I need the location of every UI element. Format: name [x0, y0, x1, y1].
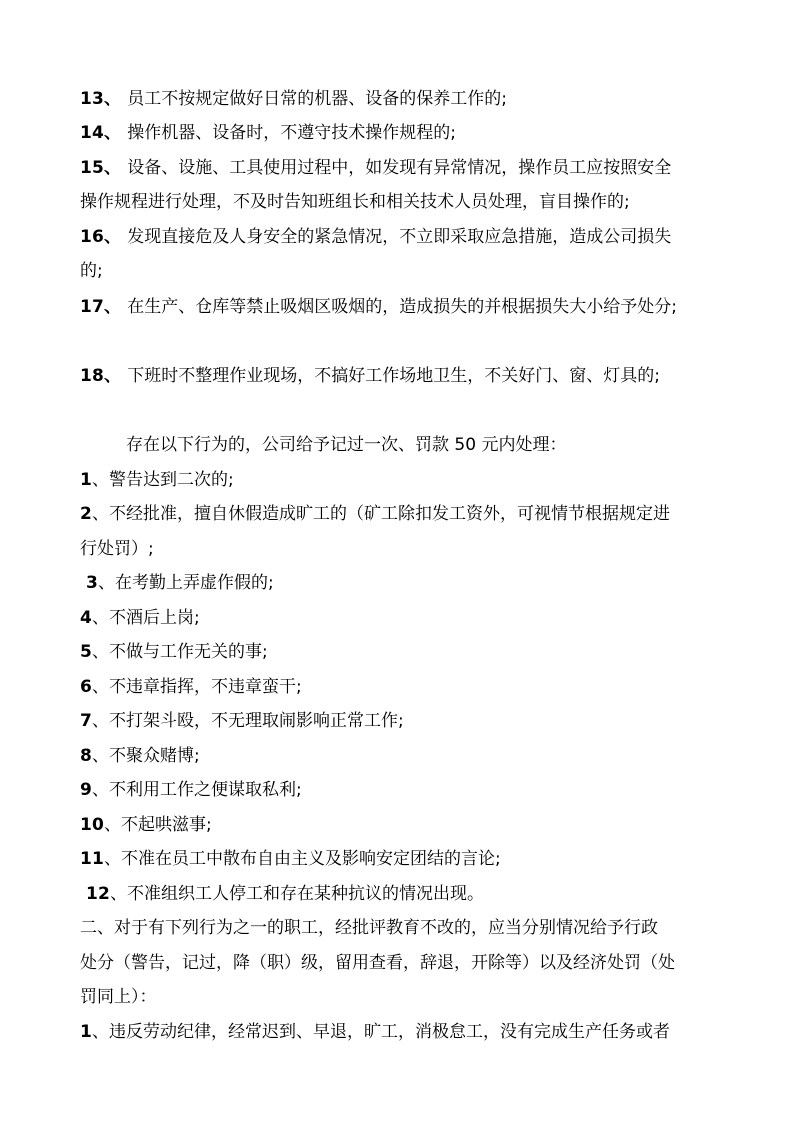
item-text: 、不聚众赌博;: [92, 746, 200, 766]
demerit-item-1: [80, 469, 720, 491]
intro-text: 存在以下行为的，公司给予记过一次、罚款 50 元内处理：: [126, 435, 567, 455]
rule-item-16: [80, 226, 720, 248]
item-text: 、不准在员工中散布自由主义及影响安定团结的言论;: [104, 849, 501, 869]
item-text: 、在考勤上弄虚作假的;: [98, 573, 274, 593]
item-text: 操作机器、设备时，不遵守技术操作规程的;: [127, 123, 456, 143]
item-number: 17、: [80, 297, 122, 317]
demerit-item-2-continued: [80, 538, 720, 560]
item-number: 7: [80, 711, 93, 731]
item-text: 、不酒后上岗;: [92, 608, 200, 628]
item-number: 4: [80, 608, 93, 628]
section-text: 罚同上）：: [80, 987, 157, 1007]
section-two-heading-continued: [80, 986, 720, 1008]
rule-item-18: [80, 365, 720, 387]
item-number: 13、: [80, 89, 122, 109]
rule-item-17: [80, 296, 720, 318]
item-text: 、不做与工作无关的事;: [92, 642, 268, 662]
rule-item-15: [80, 157, 720, 179]
item-number: 6: [80, 677, 93, 697]
section-two-item-1: [80, 1021, 720, 1043]
demerit-item-8: [80, 745, 720, 767]
item-text: 、不经批准，擅自休假造成旷工的（矿工除扣发工资外，可视情节根据规定进: [92, 504, 671, 524]
item-number: 10: [80, 815, 105, 835]
item-number: 9: [80, 780, 93, 800]
section-intro-demerit: [126, 434, 766, 456]
section-two-heading-continued: [80, 952, 720, 974]
item-text: 、违反劳动纪律，经常迟到、早退，旷工，消极怠工，没有完成生产任务或者: [92, 1022, 671, 1042]
item-number: 3: [86, 573, 99, 593]
item-number: 15、: [80, 158, 122, 178]
item-number: 1: [80, 1022, 93, 1042]
item-number: 2: [80, 504, 93, 524]
item-text: 、不打架斗殴，不无理取闹影响正常工作;: [92, 711, 404, 731]
rule-item-14: [80, 122, 720, 144]
rule-item-16-continued: [80, 260, 720, 282]
demerit-item-12: [86, 883, 726, 905]
demerit-item-2: [80, 503, 720, 525]
item-number: 8: [80, 746, 93, 766]
demerit-item-10: [80, 814, 720, 836]
item-text: 操作规程进行处理，不及时告知班组长和相关技术人员处理，盲目操作的;: [80, 192, 630, 212]
item-number: 16、: [80, 227, 122, 247]
item-text: 、警告达到二次的;: [92, 470, 234, 490]
item-text: 在生产、仓库等禁止吸烟区吸烟的，造成损失的并根据损失大小给予处分;: [127, 297, 677, 317]
item-text: 、不违章指挥，不违章蛮干;: [92, 677, 302, 697]
item-text: 的;: [80, 261, 103, 281]
item-text: 员工不按规定做好日常的机器、设备的保养工作的;: [127, 89, 507, 109]
demerit-item-6: [80, 676, 720, 698]
section-text: 处分（警告，记过，降（职）级，留用查看，辞退，开除等）以及经济处罚（处: [80, 953, 675, 973]
item-number: 18、: [80, 366, 122, 386]
demerit-item-11: [80, 848, 720, 870]
item-number: 14、: [80, 123, 122, 143]
item-text: 下班时不整理作业现场，不搞好工作场地卫生，不关好门、窗、灯具的;: [127, 366, 660, 386]
rule-item-13: [80, 88, 720, 110]
demerit-item-5: [80, 641, 720, 663]
item-text: 行处罚）;: [80, 539, 154, 559]
item-text: 发现直接危及人身安全的紧急情况，不立即采取应急措施，造成公司损失: [127, 227, 672, 247]
demerit-item-7: [80, 710, 720, 732]
item-number: 12: [86, 884, 111, 904]
demerit-item-3: [86, 572, 726, 594]
item-number: 5: [80, 642, 93, 662]
item-number: 11: [80, 849, 105, 869]
section-text: 二、对于有下列行为之一的职工，经批评教育不改的，应当分别情况给予行政: [80, 918, 658, 938]
item-text: 设备、设施、工具使用过程中，如发现有异常情况，操作员工应按照安全: [127, 158, 672, 178]
item-number: 1: [80, 470, 93, 490]
item-text: 、不起哄滋事;: [104, 815, 212, 835]
section-two-heading: [80, 917, 720, 939]
rule-item-15-continued: [80, 191, 720, 213]
item-text: 、不准组织工人停工和存在某种抗议的情况出现。: [110, 884, 485, 904]
item-text: 、不利用工作之便谋取私利;: [92, 780, 302, 800]
demerit-item-9: [80, 779, 720, 801]
demerit-item-4: [80, 607, 720, 629]
